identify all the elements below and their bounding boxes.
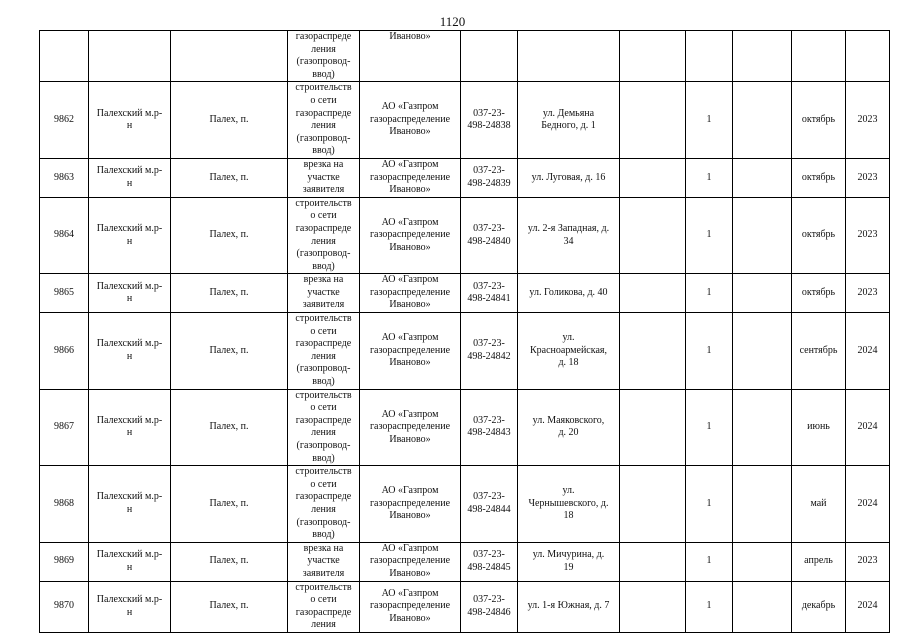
empty-cell	[620, 158, 686, 197]
cell-text-line: ления	[311, 43, 336, 55]
cell-text-line: строительств	[295, 313, 352, 325]
month-cell: июнь	[792, 389, 846, 466]
empty-cell	[733, 158, 792, 197]
cell-text-line: ления	[311, 235, 336, 247]
empty-cell	[733, 197, 792, 274]
cell-text-line: 037-23-	[473, 491, 505, 503]
count-cell: 1	[686, 389, 733, 466]
cell-text-line: врезка на	[303, 158, 344, 170]
cell-text-line: (газопровод-	[296, 56, 351, 68]
month-cell: октябрь	[792, 274, 846, 313]
cell-text-line: ления	[311, 427, 336, 439]
cell-text-line: ул. Луговая, д. 16	[531, 171, 606, 183]
cell-text-line: н	[126, 606, 133, 618]
year-cell: 2023	[846, 82, 890, 159]
organization-cell	[360, 82, 461, 159]
cell-text-line: газораспределение	[369, 421, 451, 433]
cell-text-line: ления	[311, 350, 336, 362]
year-cell: 2023	[846, 197, 890, 274]
cell-text-line: газораспределение	[369, 286, 451, 298]
organization-cell	[360, 197, 461, 274]
year-cell: 2024	[846, 389, 890, 466]
count-cell: 1	[686, 313, 733, 390]
cell-text-line: 037-23-	[473, 338, 505, 350]
empty-cell	[733, 313, 792, 390]
row-number: 9862	[40, 82, 89, 159]
cell-text-line: АО «Газпром	[381, 274, 439, 286]
cell-text-line: ул. Маяковского,	[532, 414, 605, 426]
cell-text-line: 037-23-	[473, 107, 505, 119]
table-row	[40, 542, 890, 581]
cell-text-line: Палехский м.р-	[96, 107, 163, 119]
work-type-cell	[288, 158, 360, 197]
table-row	[40, 389, 890, 466]
cell-text-line: заявителя	[302, 299, 345, 311]
cell-text-line: ввод)	[312, 452, 335, 464]
cell-text-line: о сети	[310, 210, 337, 222]
work-type-cell	[288, 389, 360, 466]
count-cell: 1	[686, 82, 733, 159]
district-cell	[89, 197, 171, 274]
settlement-cell: Палех, п.	[171, 197, 288, 274]
empty-cell	[733, 466, 792, 543]
cell-text-line: 498-24843	[467, 427, 511, 439]
cell-text-line: газораспределение	[369, 229, 451, 241]
district-cell	[89, 82, 171, 159]
settlement-cell: Палех, п.	[171, 389, 288, 466]
table-cell	[40, 31, 89, 82]
request-code-cell	[461, 274, 518, 313]
empty-cell	[733, 542, 792, 581]
row-number: 9870	[40, 581, 89, 632]
table-row-continuation	[40, 31, 890, 82]
work-type-cell	[288, 466, 360, 543]
cell-text-line: газораспреде	[295, 606, 352, 618]
empty-cell	[733, 389, 792, 466]
cell-text-line: заявителя	[302, 567, 345, 579]
district-cell	[89, 466, 171, 543]
year-cell: 2024	[846, 581, 890, 632]
cell-text-line: участке	[307, 555, 340, 567]
request-code-cell	[461, 197, 518, 274]
cell-text-line: ления	[311, 120, 336, 132]
cell-text-line: АО «Газпром	[381, 542, 439, 554]
work-type-cell	[288, 313, 360, 390]
year-cell: 2023	[846, 274, 890, 313]
cell-text-line: газораспределение	[369, 497, 451, 509]
cell-text-line: газораспреде	[295, 491, 352, 503]
cell-text-line: Палехский м.р-	[96, 594, 163, 606]
settlement-cell: Палех, п.	[171, 82, 288, 159]
count-cell: 1	[686, 466, 733, 543]
address-cell	[518, 158, 620, 197]
cell-text-line: АО «Газпром	[381, 485, 439, 497]
table-row	[40, 581, 890, 632]
month-cell: октябрь	[792, 158, 846, 197]
month-cell: октябрь	[792, 82, 846, 159]
cell-text-line: газораспреде	[295, 31, 352, 42]
empty-cell	[733, 581, 792, 632]
row-number: 9867	[40, 389, 89, 466]
cell-text-line: Палехский м.р-	[96, 491, 163, 503]
month-cell: октябрь	[792, 197, 846, 274]
table-row	[40, 197, 890, 274]
cell-text-line: АО «Газпром	[381, 101, 439, 113]
year-cell: 2023	[846, 542, 890, 581]
cell-text-line: 34	[563, 235, 574, 247]
request-code-cell	[461, 82, 518, 159]
cell-text-line: 18	[563, 510, 574, 522]
gas-connection-table	[39, 30, 890, 633]
address-cell	[518, 82, 620, 159]
table-cell	[846, 31, 890, 82]
request-code-cell	[461, 158, 518, 197]
month-cell: декабрь	[792, 581, 846, 632]
table-row	[40, 313, 890, 390]
table-cell	[171, 31, 288, 82]
cell-text-line: ул. Мичурина, д.	[532, 549, 605, 561]
cell-text-line: 19	[563, 561, 574, 573]
table-cell	[518, 31, 620, 82]
cell-text-line: АО «Газпром	[381, 408, 439, 420]
settlement-cell: Палех, п.	[171, 313, 288, 390]
organization-cell	[360, 313, 461, 390]
work-type-cell	[288, 82, 360, 159]
cell-text-line: 498-24846	[467, 606, 511, 618]
cell-text-line: ввод)	[312, 145, 335, 157]
cell-text-line: о сети	[310, 402, 337, 414]
cell-text-line: 037-23-	[473, 280, 505, 292]
year-cell: 2023	[846, 158, 890, 197]
row-number: 9866	[40, 313, 89, 390]
cell-text-line: Палехский м.р-	[96, 549, 163, 561]
cell-text-line: АО «Газпром	[381, 331, 439, 343]
cell-text-line: Палехский м.р-	[96, 222, 163, 234]
cell-text-line: Палехский м.р-	[96, 165, 163, 177]
row-number: 9869	[40, 542, 89, 581]
cell-text-line: н	[126, 350, 133, 362]
table-row	[40, 466, 890, 543]
cell-text-line: ул. 1-я Южная, д. 7	[527, 600, 610, 612]
cell-text-line: газораспределение	[369, 113, 451, 125]
cell-text-line: о сети	[310, 94, 337, 106]
cell-text-line: АО «Газпром	[381, 587, 439, 599]
settlement-cell: Палех, п.	[171, 274, 288, 313]
cell-text-line: н	[126, 120, 133, 132]
empty-cell	[620, 581, 686, 632]
district-cell	[89, 313, 171, 390]
cell-text-line: заявителя	[302, 184, 345, 196]
work-type-cell	[288, 581, 360, 632]
cell-text-line: газораспределение	[369, 344, 451, 356]
cell-text-line: участке	[307, 171, 340, 183]
cell-text-line: 498-24838	[467, 120, 511, 132]
cell-text-line: о сети	[310, 325, 337, 337]
cell-text-line: (газопровод-	[296, 248, 351, 260]
empty-cell	[733, 274, 792, 313]
organization-cell	[360, 581, 461, 632]
request-code-cell	[461, 466, 518, 543]
table-row	[40, 274, 890, 313]
cell-text-line: газораспределение	[369, 171, 451, 183]
district-cell	[89, 274, 171, 313]
table-cell	[288, 31, 360, 82]
table-row	[40, 82, 890, 159]
cell-text-line: 498-24840	[467, 235, 511, 247]
work-type-cell	[288, 197, 360, 274]
count-cell: 1	[686, 158, 733, 197]
cell-text-line: 498-24841	[467, 293, 511, 305]
page-number: 1120	[439, 14, 466, 29]
settlement-cell: Палех, п.	[171, 158, 288, 197]
count-cell: 1	[686, 197, 733, 274]
cell-text-line: Иваново»	[389, 357, 431, 369]
cell-text-line: 498-24845	[467, 561, 511, 573]
address-cell	[518, 466, 620, 543]
cell-text-line: газораспреде	[295, 414, 352, 426]
cell-text-line: ул.	[562, 485, 575, 497]
empty-cell	[620, 274, 686, 313]
cell-text-line: н	[126, 427, 133, 439]
table-cell	[686, 31, 733, 82]
cell-text-line: газораспреде	[295, 107, 352, 119]
cell-text-line: о сети	[310, 478, 337, 490]
cell-text-line: газораспределение	[369, 555, 451, 567]
cell-text-line: строительств	[295, 389, 352, 401]
cell-text-line: д. 18	[558, 357, 579, 369]
empty-cell	[620, 313, 686, 390]
month-cell: май	[792, 466, 846, 543]
table-cell	[360, 31, 461, 82]
cell-text-line: Иваново»	[389, 241, 431, 253]
cell-text-line: Иваново»	[389, 31, 431, 42]
empty-cell	[620, 82, 686, 159]
cell-text-line: (газопровод-	[296, 516, 351, 528]
table-row	[40, 158, 890, 197]
organization-cell	[360, 542, 461, 581]
cell-text-line: АО «Газпром	[381, 216, 439, 228]
cell-text-line: 037-23-	[473, 549, 505, 561]
settlement-cell: Палех, п.	[171, 466, 288, 543]
table-cell	[461, 31, 518, 82]
district-cell	[89, 389, 171, 466]
cell-text-line: 037-23-	[473, 594, 505, 606]
empty-cell	[620, 466, 686, 543]
settlement-cell: Палех, п.	[171, 542, 288, 581]
cell-text-line: ввод)	[312, 260, 335, 272]
organization-cell	[360, 158, 461, 197]
cell-text-line: ввод)	[312, 529, 335, 541]
cell-text-line: Палехский м.р-	[96, 280, 163, 292]
month-cell: апрель	[792, 542, 846, 581]
cell-text-line: Иваново»	[389, 433, 431, 445]
count-cell: 1	[686, 542, 733, 581]
address-cell	[518, 389, 620, 466]
cell-text-line: Иваново»	[389, 567, 431, 579]
empty-cell	[620, 389, 686, 466]
row-number: 9868	[40, 466, 89, 543]
cell-text-line: 498-24842	[467, 350, 511, 362]
district-cell	[89, 158, 171, 197]
request-code-cell	[461, 581, 518, 632]
cell-text-line: Красноармейская,	[530, 344, 607, 356]
cell-text-line: Иваново»	[389, 299, 431, 311]
cell-text-line: д. 20	[558, 427, 579, 439]
district-cell	[89, 542, 171, 581]
cell-text-line: строительств	[295, 581, 352, 593]
cell-text-line: ввод)	[312, 68, 335, 80]
cell-text-line: Бедного, д. 1	[541, 120, 596, 132]
cell-text-line: врезка на	[303, 542, 344, 554]
empty-cell	[620, 197, 686, 274]
cell-text-line: 498-24839	[467, 177, 511, 189]
address-cell	[518, 581, 620, 632]
cell-text-line: Иваново»	[389, 613, 431, 625]
cell-text-line: строительств	[295, 82, 352, 94]
request-code-cell	[461, 313, 518, 390]
cell-text-line: 037-23-	[473, 165, 505, 177]
request-code-cell	[461, 542, 518, 581]
cell-text-line: н	[126, 177, 133, 189]
cell-text-line: н	[126, 235, 133, 247]
table-cell	[89, 31, 171, 82]
cell-text-line: ления	[311, 503, 336, 515]
organization-cell	[360, 389, 461, 466]
month-cell: сентябрь	[792, 313, 846, 390]
cell-text-line: газораспреде	[295, 222, 352, 234]
row-number: 9863	[40, 158, 89, 197]
cell-text-line: ул.	[562, 331, 575, 343]
row-number: 9865	[40, 274, 89, 313]
cell-text-line: участке	[307, 286, 340, 298]
cell-text-line: газораспределение	[369, 600, 451, 612]
table-cell	[733, 31, 792, 82]
empty-cell	[620, 542, 686, 581]
address-cell	[518, 313, 620, 390]
cell-text-line: строительств	[295, 466, 352, 478]
year-cell: 2024	[846, 466, 890, 543]
cell-text-line: 498-24844	[467, 503, 511, 515]
cell-text-line: н	[126, 561, 133, 573]
cell-text-line: (газопровод-	[296, 363, 351, 375]
count-cell: 1	[686, 274, 733, 313]
organization-cell	[360, 274, 461, 313]
cell-text-line: Палехский м.р-	[96, 338, 163, 350]
cell-text-line: врезка на	[303, 274, 344, 286]
cell-text-line: ул. Демьяна	[542, 107, 595, 119]
work-type-cell	[288, 274, 360, 313]
cell-text-line: (газопровод-	[296, 132, 351, 144]
work-type-cell	[288, 542, 360, 581]
row-number: 9864	[40, 197, 89, 274]
address-cell	[518, 542, 620, 581]
cell-text-line: ления	[311, 619, 336, 631]
cell-text-line: газораспреде	[295, 338, 352, 350]
cell-text-line: ввод)	[312, 376, 335, 388]
cell-text-line: Иваново»	[389, 184, 431, 196]
table-cell	[620, 31, 686, 82]
settlement-cell: Палех, п.	[171, 581, 288, 632]
cell-text-line: (газопровод-	[296, 440, 351, 451]
cell-text-line: Чернышевского, д.	[528, 497, 609, 509]
count-cell: 1	[686, 581, 733, 632]
cell-text-line: н	[126, 503, 133, 515]
address-cell	[518, 197, 620, 274]
organization-cell	[360, 466, 461, 543]
cell-text-line: ул. 2-я Западная, д.	[527, 222, 610, 234]
cell-text-line: Палехский м.р-	[96, 414, 163, 426]
cell-text-line: 037-23-	[473, 222, 505, 234]
empty-cell	[733, 82, 792, 159]
cell-text-line: Иваново»	[389, 126, 431, 138]
cell-text-line: строительств	[295, 197, 352, 209]
table-cell	[792, 31, 846, 82]
request-code-cell	[461, 389, 518, 466]
cell-text-line: Иваново»	[389, 510, 431, 522]
cell-text-line: 037-23-	[473, 414, 505, 426]
cell-text-line: о сети	[310, 594, 337, 606]
district-cell	[89, 581, 171, 632]
cell-text-line: н	[126, 293, 133, 305]
year-cell: 2024	[846, 313, 890, 390]
cell-text-line: АО «Газпром	[381, 158, 439, 170]
address-cell	[518, 274, 620, 313]
cell-text-line: ул. Голикова, д. 40	[529, 286, 608, 298]
